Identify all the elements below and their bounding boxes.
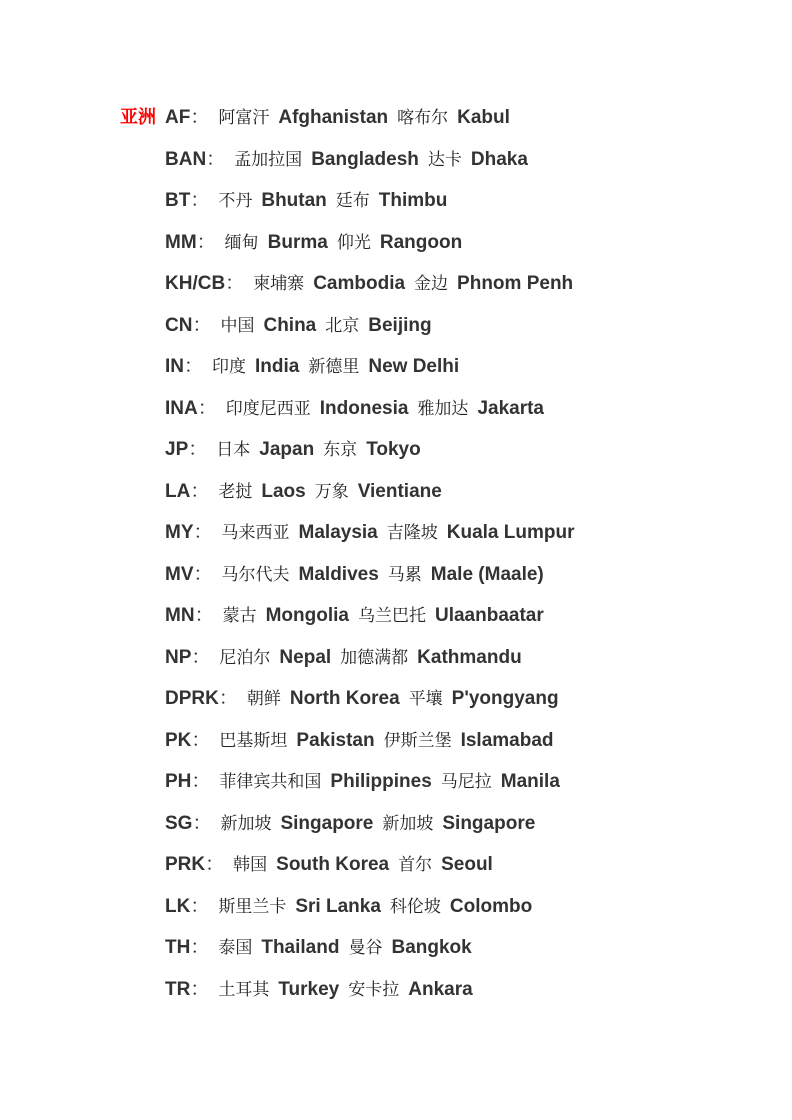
country-name-zh: 土耳其 <box>218 979 270 1000</box>
country-name-en: Cambodia <box>313 273 406 294</box>
country-code: IN <box>165 356 184 377</box>
capital-name-zh: 万象 <box>314 481 349 502</box>
separator: ： <box>191 646 211 668</box>
country-name-en: North Korea <box>289 688 400 709</box>
capital-name-en: Male (Maale) <box>430 563 544 585</box>
capital-name-en: Colombo <box>449 895 533 917</box>
capital-name-zh: 科伦坡 <box>389 896 441 917</box>
capital-name-en: New Delhi <box>368 356 460 377</box>
country-name-en: Nepal <box>279 646 332 668</box>
country-code: NP <box>165 646 192 668</box>
capital-name-en: P'yongyang <box>451 688 559 709</box>
capital-name-en: Tokyo <box>366 439 421 460</box>
capital-name-zh: 金边 <box>414 274 449 294</box>
country-code: CN <box>165 314 193 336</box>
country-entry <box>165 436 574 478</box>
separator: ： <box>190 107 210 128</box>
region-label-asia: 亚洲 <box>120 107 156 128</box>
capital-name-en: Singapore <box>442 812 536 834</box>
capital-name-zh: 乌兰巴托 <box>357 606 426 626</box>
country-code: BT <box>165 190 191 211</box>
capital-name-zh: 加德满都 <box>340 647 409 668</box>
country-name-zh: 韩国 <box>233 855 268 875</box>
country-name-zh: 老挝 <box>218 481 253 502</box>
capital-name-en: Jakarta <box>477 397 544 419</box>
country-name-en: India <box>255 356 300 377</box>
country-entry <box>165 685 574 727</box>
capital-name-zh: 首尔 <box>398 855 433 875</box>
country-entry <box>165 851 574 893</box>
country-code: PH <box>165 771 192 792</box>
separator: ： <box>190 190 210 211</box>
country-name-en: Laos <box>261 480 306 502</box>
separator: ： <box>193 563 213 585</box>
country-name-en: China <box>263 314 317 336</box>
capital-name-en: Beijing <box>368 314 432 336</box>
country-code: JP <box>165 439 189 460</box>
country-entry <box>165 353 574 395</box>
separator: ： <box>188 439 208 460</box>
country-name-zh: 泰国 <box>218 938 253 958</box>
country-entry <box>165 312 574 354</box>
country-name-zh: 阿富汗 <box>218 108 270 128</box>
country-code: MN <box>165 605 195 626</box>
country-list <box>165 104 574 1017</box>
country-code: LA <box>165 480 191 502</box>
capital-name-zh: 喀布尔 <box>397 108 449 128</box>
country-code: TH <box>165 937 191 958</box>
capital-name-zh: 达卡 <box>427 149 462 170</box>
capital-name-zh: 东京 <box>323 440 358 460</box>
country-name-en: Sri Lanka <box>295 895 381 917</box>
separator: ： <box>192 812 212 834</box>
country-entry <box>165 644 574 686</box>
country-code: KH/CB <box>165 273 226 294</box>
country-code: INA <box>165 397 198 419</box>
separator: ： <box>191 771 211 792</box>
capital-name-en: Phnom Penh <box>457 273 574 294</box>
country-name-en: Burma <box>267 231 328 253</box>
country-entry <box>165 810 574 852</box>
country-name-en: Japan <box>259 439 315 460</box>
capital-name-en: Seoul <box>441 854 493 875</box>
country-entry <box>165 519 574 561</box>
country-name-zh: 缅甸 <box>224 232 259 253</box>
country-name-zh: 日本 <box>216 440 251 460</box>
country-name-en: Philippines <box>330 771 432 792</box>
capital-name-zh: 北京 <box>325 315 360 336</box>
country-entry <box>165 187 574 229</box>
capital-name-en: Manila <box>500 771 560 792</box>
country-code: AF <box>165 107 191 128</box>
country-code: DPRK <box>165 688 219 709</box>
country-entry <box>165 146 574 188</box>
country-code: MY <box>165 522 194 543</box>
separator: ： <box>218 688 238 709</box>
country-name-zh: 朝鲜 <box>246 689 281 709</box>
separator: ： <box>197 397 217 419</box>
capital-name-zh: 曼谷 <box>348 938 383 958</box>
country-entry <box>165 934 574 976</box>
capital-name-en: Dhaka <box>470 148 528 170</box>
separator: ： <box>191 729 211 751</box>
country-entry <box>165 976 574 1018</box>
country-name-zh: 柬埔寨 <box>253 274 305 294</box>
capital-name-zh: 平壤 <box>408 689 443 709</box>
capital-name-en: Thimbu <box>378 190 448 211</box>
capital-name-zh: 安卡拉 <box>348 979 400 1000</box>
country-entry <box>165 229 574 271</box>
country-name-en: Pakistan <box>296 729 375 751</box>
country-code: TR <box>165 978 191 1000</box>
country-name-zh: 马尔代夫 <box>221 564 290 585</box>
capital-name-zh: 雅加达 <box>417 398 469 419</box>
separator: ： <box>206 148 226 170</box>
capital-name-en: Bangkok <box>391 937 472 958</box>
country-name-en: Malaysia <box>298 522 378 543</box>
country-code: SG <box>165 812 193 834</box>
country-name-en: South Korea <box>276 854 390 875</box>
country-entry <box>165 104 574 146</box>
country-name-en: Mongolia <box>265 605 349 626</box>
country-name-zh: 尼泊尔 <box>219 647 271 668</box>
country-code: MV <box>165 563 194 585</box>
capital-name-zh: 新德里 <box>308 357 360 377</box>
capital-name-zh: 仰光 <box>336 232 371 253</box>
separator: ： <box>196 231 216 253</box>
separator: ： <box>190 937 210 958</box>
country-entry <box>165 478 574 520</box>
country-name-en: Indonesia <box>319 397 409 419</box>
country-name-en: Thailand <box>261 937 340 958</box>
capital-name-en: Kuala Lumpur <box>446 522 575 543</box>
separator: ： <box>205 854 225 875</box>
separator: ： <box>190 895 210 917</box>
capital-name-zh: 伊斯兰堡 <box>383 730 452 751</box>
separator: ： <box>225 273 245 294</box>
country-name-en: Singapore <box>280 812 374 834</box>
country-name-zh: 马来西亚 <box>221 523 290 543</box>
capital-name-zh: 吉隆坡 <box>386 523 438 543</box>
country-name-zh: 蒙古 <box>222 606 257 626</box>
country-name-en: Maldives <box>298 563 379 585</box>
capital-name-en: Kabul <box>457 107 510 128</box>
capital-name-zh: 新加坡 <box>382 813 434 834</box>
separator: ： <box>184 356 204 377</box>
country-name-zh: 不丹 <box>218 191 253 211</box>
separator: ： <box>190 480 210 502</box>
country-name-zh: 孟加拉国 <box>234 149 303 170</box>
separator: ： <box>192 314 212 336</box>
country-name-zh: 菲律宾共和国 <box>219 772 322 792</box>
capital-name-en: Islamabad <box>460 729 554 751</box>
country-name-zh: 印度尼西亚 <box>225 398 311 419</box>
country-entry <box>165 395 574 437</box>
country-code: PRK <box>165 854 206 875</box>
country-name-zh: 新加坡 <box>220 813 272 834</box>
capital-name-en: Ankara <box>408 978 473 1000</box>
country-name-en: Turkey <box>278 978 340 1000</box>
country-name-en: Bangladesh <box>311 148 419 170</box>
capital-name-en: Kathmandu <box>417 646 522 668</box>
separator: ： <box>194 605 214 626</box>
country-code: BAN <box>165 148 207 170</box>
country-name-zh: 中国 <box>220 315 255 336</box>
country-entry <box>165 270 574 312</box>
country-name-zh: 巴基斯坦 <box>219 730 288 751</box>
country-entry <box>165 893 574 935</box>
capital-name-en: Vientiane <box>357 480 442 502</box>
country-name-en: Afghanistan <box>278 107 389 128</box>
separator: ： <box>193 522 213 543</box>
capital-name-en: Rangoon <box>379 231 463 253</box>
country-entry <box>165 561 574 603</box>
country-code: LK <box>165 895 191 917</box>
capital-name-en: Ulaanbaatar <box>434 605 544 626</box>
country-code: MM <box>165 231 197 253</box>
country-name-zh: 斯里兰卡 <box>218 896 287 917</box>
country-code: PK <box>165 729 192 751</box>
country-entry <box>165 602 574 644</box>
separator: ： <box>190 978 210 1000</box>
capital-name-zh: 廷布 <box>335 191 370 211</box>
country-name-zh: 印度 <box>212 357 247 377</box>
capital-name-zh: 马尼拉 <box>440 772 492 792</box>
country-entry <box>165 727 574 769</box>
capital-name-zh: 马累 <box>387 564 422 585</box>
country-entry <box>165 768 574 810</box>
country-name-en: Bhutan <box>261 190 327 211</box>
